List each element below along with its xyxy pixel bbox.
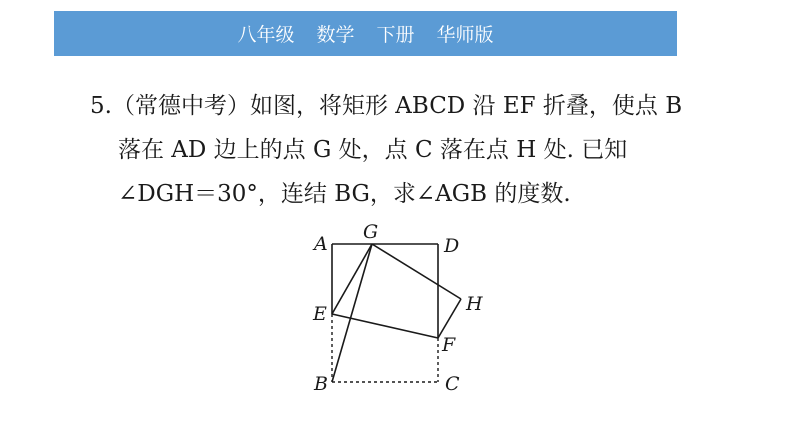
- label-G: G: [363, 222, 379, 243]
- label-H: H: [466, 293, 483, 315]
- label-D: D: [444, 235, 460, 257]
- volume-label: 下册: [376, 24, 415, 46]
- label-E: E: [313, 303, 327, 325]
- grade-label: 八年级: [237, 24, 295, 46]
- label-A: A: [314, 233, 328, 255]
- publisher-label: 华师版: [436, 24, 494, 46]
- label-F: F: [442, 334, 456, 356]
- problem-line-1: 5.（常德中考）如图，将矩形 ABCD 沿 EF 折叠，使点 B: [90, 93, 683, 119]
- label-C: C: [445, 373, 460, 395]
- problem-statement: [90, 84, 730, 216]
- segment-HF: [438, 299, 461, 338]
- subject-label: 数学: [316, 24, 355, 46]
- segment-EG: [332, 244, 372, 314]
- header-banner: [54, 11, 677, 56]
- segment-BG: [332, 244, 372, 382]
- geometry-figure: [300, 222, 500, 402]
- problem-line-3: ∠DGH＝30°，连结 BG，求∠AGB 的度数.: [118, 181, 571, 207]
- label-B: B: [314, 373, 328, 395]
- problem-line-2: 落在 AD 边上的点 G 处，点 C 落在点 H 处. 已知: [118, 137, 628, 163]
